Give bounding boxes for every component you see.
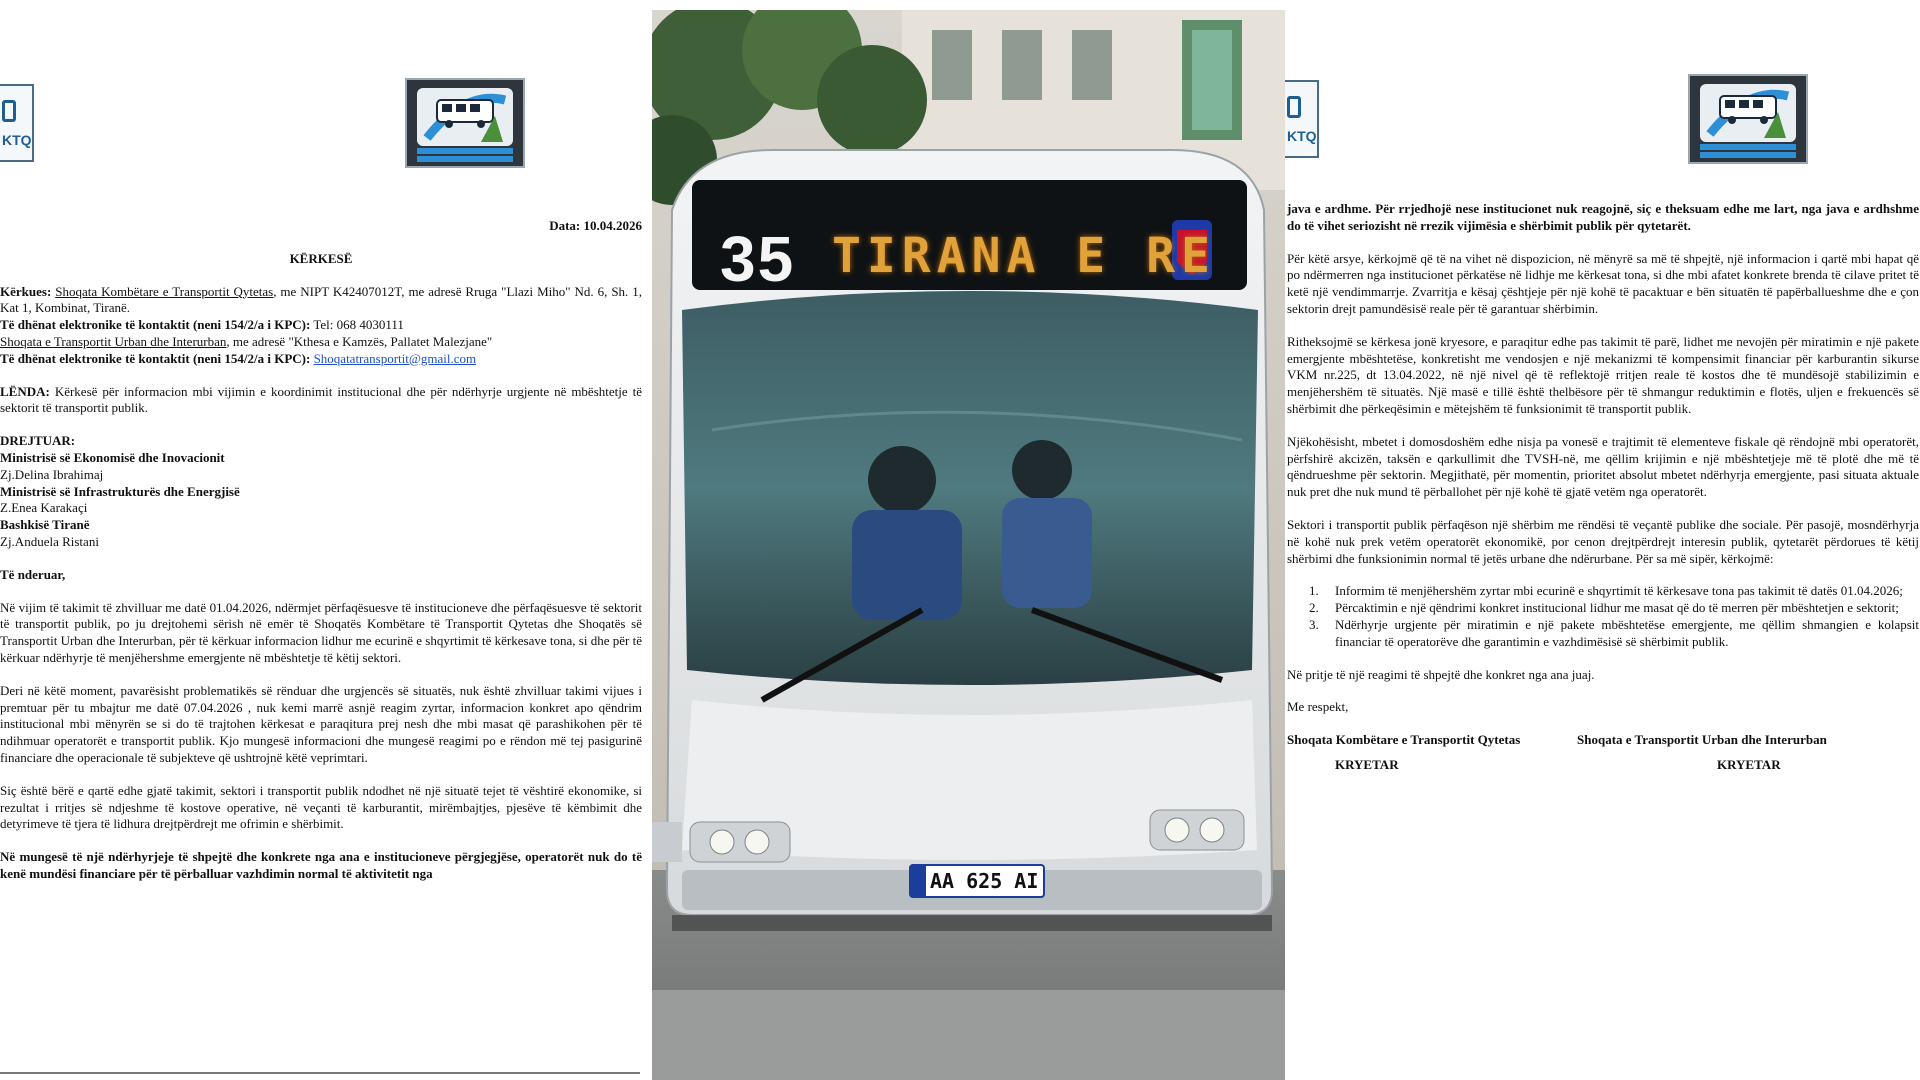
addressee-institution: Ministrisë së Ekonomisë dhe Inovacionit (0, 449, 225, 465)
body-paragraph-bold: Në mungesë të një ndërhyrjeje të shpejtë dhe konkrete nga ana e institucioneve përgjegjëse, operatorët nuk do të kenë mundësi financiare për të përballuar vazhdimin normal të aktivitetit nga (0, 849, 642, 881)
bus-icon (2, 100, 16, 122)
list-item: 2. Përcaktimin e një qëndrimi konkret institucional lidhur me masat që do të merren për mbështetjen e sektorit; (1309, 600, 1899, 616)
letter-body-right (1287, 201, 1919, 774)
ktq-logo: KTQ (0, 84, 34, 162)
regards-line: Me respekt, (1287, 699, 1349, 715)
list-item: 1. Informim të menjëhershëm zyrtar mbi ecurinë e shqyrtimit të kërkesave tona pas takimit të datës 01.04.2026; (1309, 583, 1903, 599)
association-logo (1688, 74, 1808, 164)
addressee-institution: Bashkisë Tiranë (0, 517, 90, 533)
bus-photo (652, 10, 1285, 1080)
signatory-org: Shoqata Kombëtare e Transportit Qytetas (1287, 732, 1521, 748)
body-paragraph: Deri në këtë moment, pavarësisht problematikës së rënduar dhe urgjencës së situatës, nuk është zhvilluar takimi vijues i premtuar për tu mbajtur me datë 07.04.2026 , nuk kemi marrë asnjë reagim zyrtar, informacion konkret apo qëndrim institucional mbi mënyrën se si do të trajtohen kërkesat e paraqitura prej nesh dhe mbi masat që parashikohen për të ndihmuar operatorët e transportit publik. Kjo mungesë informacioni dhe mungesë reagimi po e rëndon më tej pasigurinë financiare dhe operacionale të subjekteve që ushtrojnë këtë veprimtari. (0, 682, 642, 765)
letter-page-1 (0, 0, 652, 1080)
addressee-institution: Ministrisë së Infrastrukturës dhe Energjisë (0, 483, 240, 499)
bus-route-number: 35 (720, 223, 796, 295)
letter-date: Data: 10.04.2026 (549, 218, 642, 233)
closing-line: Në pritje të një reagimi të shpejtë dhe konkret nga ana juaj. (1287, 666, 1595, 682)
body-paragraph: Njëkohësisht, mbetet i domosdoshëm edhe nisja pa vonesë e trajtimit të elementeve fiskale që rëndojnë mbi operatorët, përfshirë akcizën, taksën e qarkullimit dhe TVSH-në, me qëllim krijimin e një mbështetjeje më të plotë dhe më të qëndrueshme për sektorin. Megjithatë, për momentin, prioritet absolut mbetet ndërhyrja emergjente, pasi situata aktuale nuk pret dhe nuk mund të përballohet për një kohë të gjatë vetëm nga operatorët. (1287, 433, 1919, 500)
body-paragraph: Sektori i transportit publik përfaqëson një shërbim me rëndësi të veçantë publike dhe sociale. Për pasojë, mosndërhyrja në kohë nuk prek vetëm operatorët ekonomikë, por cenon drejtpërdrejt interesin publik, qytetarët përdorues të këtij shërbimi dhe funksionimin normal të jetës urbane dhe ndërurbane. Për sa më sipër, kërkojmë: (1287, 516, 1919, 566)
salutation: Të nderuar, (0, 566, 66, 582)
addressees-label: DREJTUAR: (0, 433, 76, 449)
addressee-person: Zj.Delina Ibrahimaj (0, 466, 104, 482)
letter-body-left: Data: 10.04.2026 KËRKESË Kërkues: Shoqata Kombëtare e Transportit Qytetas, me NIPT K42407012T, me adresë Rruga "Llazi Miho" Nd. 6, Sh. 1, Kat 1, Kombinat, Tiranë. Të dhënat elektronike të kontaktit (neni 154/2/a i KPC): Tel: 068 4030111 Shoqata e Transportit Urban dhe Interurban, me adresë "Kthesa e Kamzës, Pallatet Malezjane" Të dhënat elektronike të kontaktit (neni 154/2/a i KPC): Shoqatatransportit@gmail.com LËNDA: Kërkesë për informacion mbi vijimin e koordinimit institucional dhe për ndërhyrje urgjente në mbështetje të sektorit të transportit publik. DREJTUAR: Ministrisë së Ekonomisë dhe Inovacionit Zj.Delina Ibrahimaj Ministrisë së Infrastrukturës dhe Energjisë Z.Enea Karakaçi Bashkisë Tiranë Zj.Anduela Ristani Të nderuar, Në vijim të takimit të zhvilluar me datë 01.04.2026, ndërmjet përfaqësuesve të institucioneve dhe përfaqësuesve të sektorit të transportit publik, po ju drejtohemi sërish në emër të Shoqatës Kombëtare të Transportit Qytetas dhe Shoqatës së Transportit Urban dhe Interurban, për të kërkuar informacion lidhur me ecurinë e shqyrtimit të kërkesave tona, si dhe për të kërkuar ndërhyrje të menjëhershme emergjente në mbështetje të këtij sektori. Deri në këtë moment, pavarësisht problematikës së rënduar dhe urgjencës së situatës, nuk është zhvilluar takimi vijues i premtuar për tu mbajtur me datë 07.04.2026 , nuk kemi marrë asnjë reagim zyrtar, informacion konkret apo qëndrim institucional mbi mënyrën se si do të trajtohen kërkesat e paraqitura prej nesh dhe mbi masat që parashikohen për të ndihmuar operatorët e transportit publik. Kjo mungesë informacioni dhe mungesë reagimi po e rëndon më tej pasigurinë financiare dhe operacionale të subjekteve që ushtrojnë këtë veprimtari. Siç është bërë e qartë edhe gjatë takimit, sektori i transportit publik ndodhet në një situatë tejet të vështirë ekonomike, si rezultat i rritjes së ndjeshme të kostove operative, në veçanti të karburantit, mirëmbajtjes, pjesëve të këmbimit dhe detyrimeve të tjera të lidhura drejtpërdrejt me ofrimin e shërbimit. Në mungesë të një ndërhyrjeje të shpejtë dhe konkrete nga ana e institucioneve përgjegjëse, operatorët nuk do të kenë mundësi financiare për të përballuar vazhdimin normal të aktivitetit nga (0, 218, 643, 881)
body-paragraph: Për këtë arsye, kërkojmë që të na vihet në dispozicion, në mënyrë sa më të shpejtë, një informacion i qartë mbi hapat që po ndërmerren nga institucionet përkatëse në lidhje me kërkesat tona, si dhe mbi afatet konkrete brenda të cilave pritet të ketë një vendimmarrje. Zvarritja e kësaj çështjeje për një kohë të pacaktuar e bën situatën të papërballueshme dhe e çon sektorin drejt pamundësisë reale për të garantuar shërbimin. (1287, 250, 1919, 316)
letter-page-2 (1285, 0, 1920, 1080)
ktq-logo: KTQ (1285, 80, 1319, 158)
addressee-person: Zj.Anduela Ristani (0, 533, 99, 549)
signatory-role: KRYETAR (1717, 756, 1781, 772)
list-item: 3. Ndërhyrje urgjente për miratimin e një pakete mbështetëse emergjente, me qëllim shmangien e kolapsit financiar të operatorëve dhe garantimin e vazhdimësisë së shërbimit publik. (1309, 616, 1919, 649)
association-logo (405, 78, 525, 168)
license-plate-text: AA 625 AI (930, 869, 1039, 893)
subject-line: LËNDA: Kërkesë për informacion mbi vijimin e koordinimit institucional dhe për ndërhyrje urgjente në mbështetje të sektorit të transportit publik. (0, 383, 642, 416)
body-paragraph: Në vijim të takimit të zhvilluar me datë 01.04.2026, ndërmjet përfaqësuesve të institucioneve dhe përfaqësuesve të sektorit të transportit publik, po ju drejtohemi sërish në emër të Shoqatës Kombëtare të Transportit Qytetas dhe Shoqatës së Transportit Urban dhe Interurban, për të kërkuar informacion lidhur me ecurinë e shqyrtimit të kërkesave tona, si dhe për të kërkuar ndërhyrje të menjëhershme emergjente në mbështetje të këtij sektori. (0, 599, 642, 665)
page-bottom-rule (0, 1072, 640, 1074)
bus-destination-display: TIRANA E RE (832, 228, 1216, 284)
body-paragraph: Siç është bërë e qartë edhe gjatë takimit, sektori i transportit publik ndodhet në një situatë tejet të vështirë ekonomike, si rezultat i rritjes së ndjeshme të kostove operative, në veçanti të karburantit, mirëmbajtjes, pjesëve të këmbimit dhe detyrimeve të tjera të lidhura drejtpërdrejt me ofrimin e shërbimit. (0, 782, 642, 832)
signatory-role: KRYETAR (1335, 756, 1399, 772)
addressee-person: Z.Enea Karakaçi (0, 500, 88, 516)
body-paragraph-bold: java e ardhme. Për rrjedhojë nese institucionet nuk reagojnë, siç e theksuam edhe me lart, nga java e ardhshme do të vihet seriozisht në rrezik vijimësia e shërbimit publik për qytetarët. (1287, 201, 1919, 233)
signature-orgs (1287, 732, 1919, 749)
applicant-block: Kërkues: Shoqata Kombëtare e Transportit Qytetas, me NIPT K42407012T, me adresë Rruga "Llazi Miho" Nd. 6, Sh. 1, Kat 1, Kombinat, Tiranë. (0, 283, 643, 316)
email-link[interactable]: Shoqatatransportit@gmail.com (313, 350, 477, 366)
requests-list (1309, 583, 1919, 650)
bus-icon (1287, 96, 1301, 118)
signature-roles (1287, 757, 1919, 774)
signatory-org: Shoqata e Transportit Urban dhe Interurban (1577, 732, 1827, 748)
letter-title: KËRKESË (289, 250, 353, 266)
body-paragraph: Ritheksojmë se kërkesa jonë kryesore, e paraqitur edhe pas takimit të parë, lidhet me nevojën për miratimin e një pakete emergjente mbështetëse, konkretisht me vendosjen e një mekanizmi të kompensimit financiar për karburantin sikurse VKM nr.225, dt 13.04.2022, në një nivel që të reflektojë rritjen reale të kostos dhe të mundësojë stabilizimin e menjëhershëm të situatës. Një masë e tillë është thelbësore për të shmangur reduktimin e flotës, uljen e frekuencës së shërbimit dhe përkeqësimin e mëtejshëm të funksionimit të transportit publik. (1287, 333, 1919, 416)
